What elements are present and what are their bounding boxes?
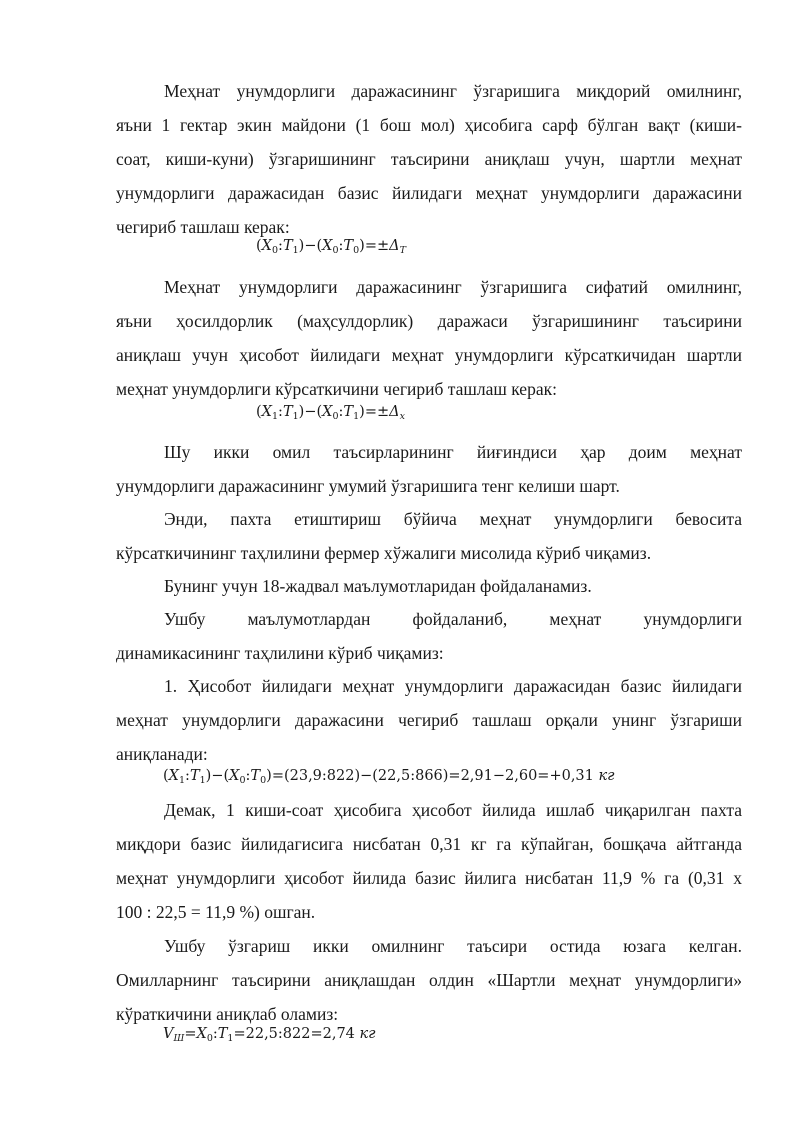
paragraph-text: Бунинг учун 18-жадвал маълумотларидан фойдаланамиз. (164, 576, 592, 596)
paragraph-text: меҳнат унумдорлиги ҳисобот йилида базис йилига нисбатан 11,9 % га (0,31 х (116, 868, 742, 888)
paragraph-text: Меҳнат унумдорлиги даражасининг ўзгаришига сифатий омилнинг, (164, 277, 742, 297)
paragraph-text: Меҳнат унумдорлиги даражасининг ўзгаришига миқдорий омилнинг, (164, 81, 742, 101)
paragraph-text: 1. Ҳисобот йилидаги меҳнат унумдорлиги даражасидан базис йилидаги (164, 676, 742, 696)
paragraph-text: Ушбу ўзгариш икки омилнинг таъсири остида юзага келган. (164, 936, 742, 956)
paragraph-text: Ушбу маълумотлардан фойдаланиб, меҳнат унумдорлиги (164, 609, 742, 629)
paragraph-text: яъни 1 гектар экин майдони (1 бош мол) ҳисобига сарф бўлган вақт (киши- (116, 115, 742, 135)
formula-conditional-productivity: $V_Ш=X_0:T_1=22,5:822=2,74$ кг (163, 1026, 376, 1044)
paragraph-text: Демак, 1 киши-соат ҳисобига ҳисобот йилида ишлаб чиқарилган пахта (164, 800, 742, 820)
paragraph-text: динамикасининг таҳлилини кўриб чиқамиз: (116, 643, 444, 663)
paragraph-text: унумдорлиги даражасидан базис йилидаги меҳнат унумдорлиги даражасини (116, 183, 742, 203)
paragraph-text: 100 : 22,5 = 11,9 %) ошган. (116, 902, 316, 922)
paragraph-text: меҳнат унумдорлиги даражасини чегириб ташлаш орқали унинг ўзгариши (116, 710, 742, 730)
paragraph-text: Энди, пахта етиштириш бўйича меҳнат унумдорлиги бевосита (164, 509, 742, 529)
paragraph-text: чегириб ташлаш керак: (116, 217, 290, 237)
paragraph-text: соат, киши-куни) ўзгаришининг таъсирини аниқлаш учун, шартли меҳнат (116, 149, 742, 169)
formula-qualitative-factor: $(X_1:T_1)-(X_0:T_1)=\pm\Delta_x$ (256, 404, 405, 422)
paragraph-text: яъни ҳосилдорлик (маҳсулдорлик) даражаси ўзгаришининг таъсирини (116, 311, 742, 331)
paragraph-text: Омилларнинг таъсирини аниқлашдан олдин «Шартли меҳнат унумдорлиги» (116, 970, 742, 990)
paragraph-text: миқдори базис йилидагисига нисбатан 0,31 кг га кўпайган, бошқача айтганда (116, 834, 742, 854)
paragraph-text: меҳнат унумдорлиги кўрсаткичини чегириб ташлаш керак: (116, 379, 557, 399)
paragraph-text: Шу икки омил таъсирларининг йиғиндиси ҳар доим меҳнат (164, 442, 742, 462)
formula-quantitative-factor: $(X_0:T_1)-(X_0:T_0)=\pm\Delta_T$ (256, 238, 406, 256)
paragraph-text: аниқланади: (116, 744, 208, 764)
paragraph-text: унумдорлиги даражасининг умумий ўзгаришига тенг келиши шарт. (116, 476, 620, 496)
formula-total-change: $(X_1:T_1)-(X_0:T_0)=(23,9:822)-(22,5:866)=2,91-2,60=+0,31$ кг (163, 768, 615, 786)
paragraph-text: кўраткичини аниқлаб оламиз: (116, 1004, 339, 1024)
paragraph-text: кўрсаткичининг таҳлилини фермер хўжалиги мисолида кўриб чиқамиз. (116, 543, 652, 563)
paragraph-text: аниқлаш учун ҳисобот йилидаги меҳнат унумдорлиги кўрсаткичидан шартли (116, 345, 742, 365)
